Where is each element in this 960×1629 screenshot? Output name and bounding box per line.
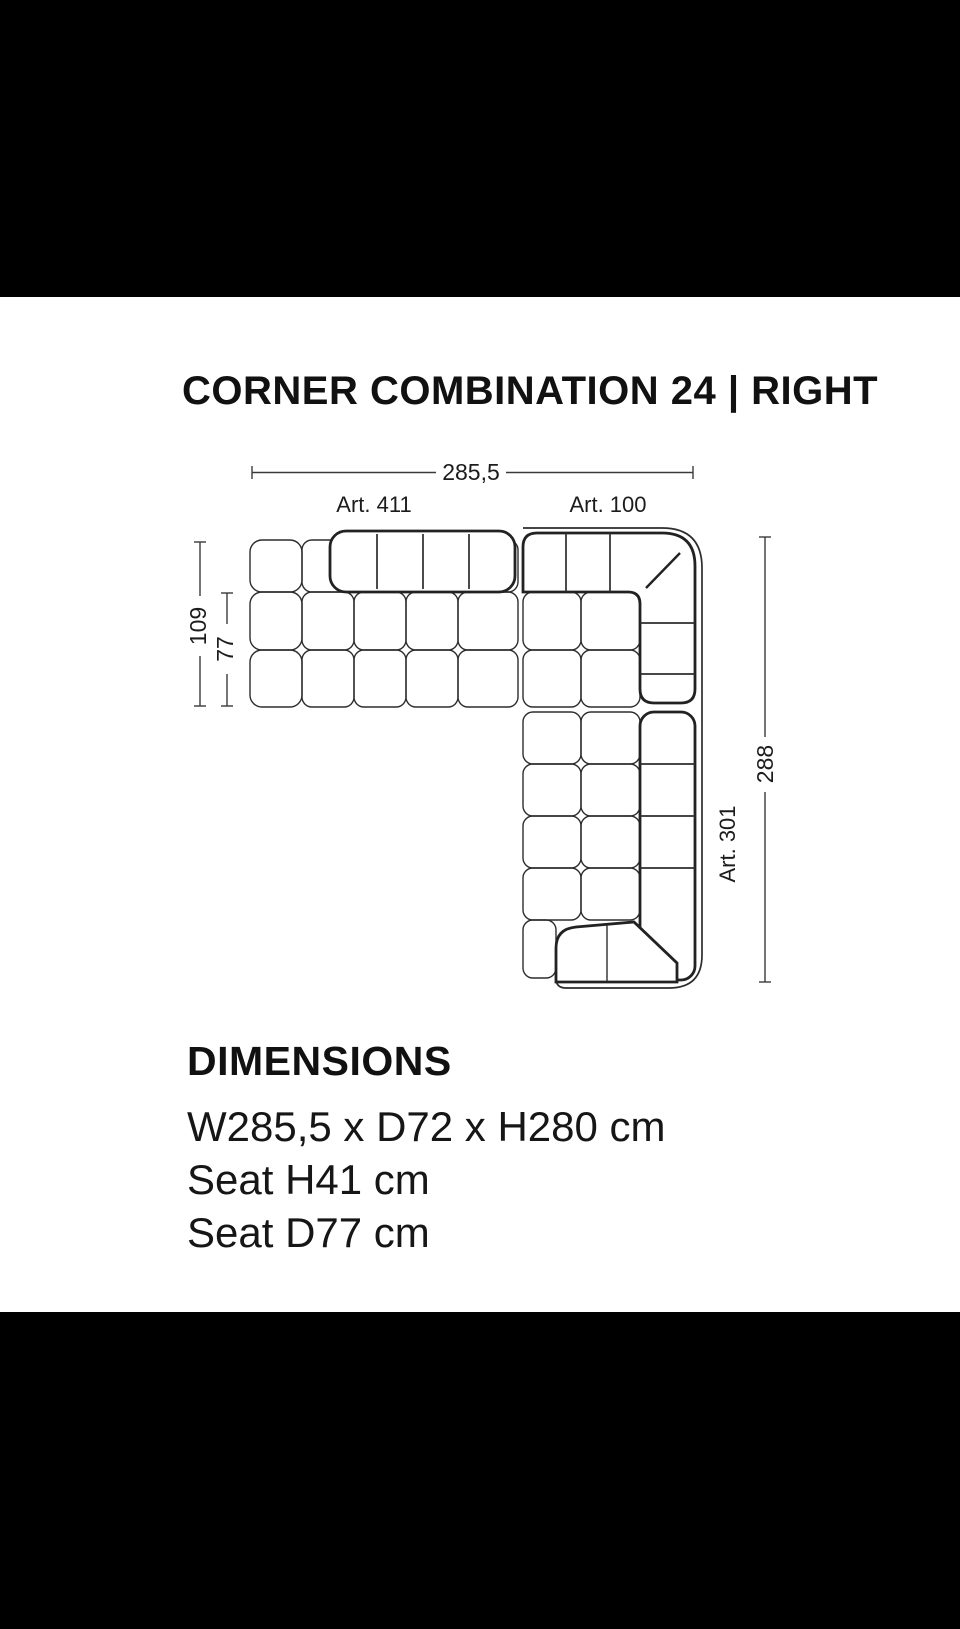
dimensions-heading: DIMENSIONS [187, 1038, 452, 1084]
width-label: 285,5 [442, 459, 500, 485]
dimensions-line-seat-depth: Seat D77 cm [187, 1209, 430, 1256]
page-title: CORNER COMBINATION 24 | RIGHT [182, 369, 879, 413]
dimension-seat-depth [212, 593, 238, 706]
dimension-width [252, 459, 693, 485]
dimension-depth-outer [185, 542, 211, 706]
module-label-art-411: Art. 411 [336, 492, 412, 517]
module-label-art-301: Art. 301 [715, 805, 740, 883]
corner-backrest [523, 533, 695, 703]
module-label-art-100: Art. 100 [569, 492, 647, 517]
quilt-tiles-corner [523, 592, 640, 707]
dimensions-line-seat-height: Seat H41 cm [187, 1156, 430, 1203]
dimensions-line-overall: W285,5 x D72 x H280 cm [187, 1103, 666, 1150]
dimension-height [752, 537, 778, 982]
depth-outer-label: 109 [185, 606, 211, 646]
height-label: 288 [752, 744, 778, 784]
seat-depth-label: 77 [212, 636, 238, 662]
